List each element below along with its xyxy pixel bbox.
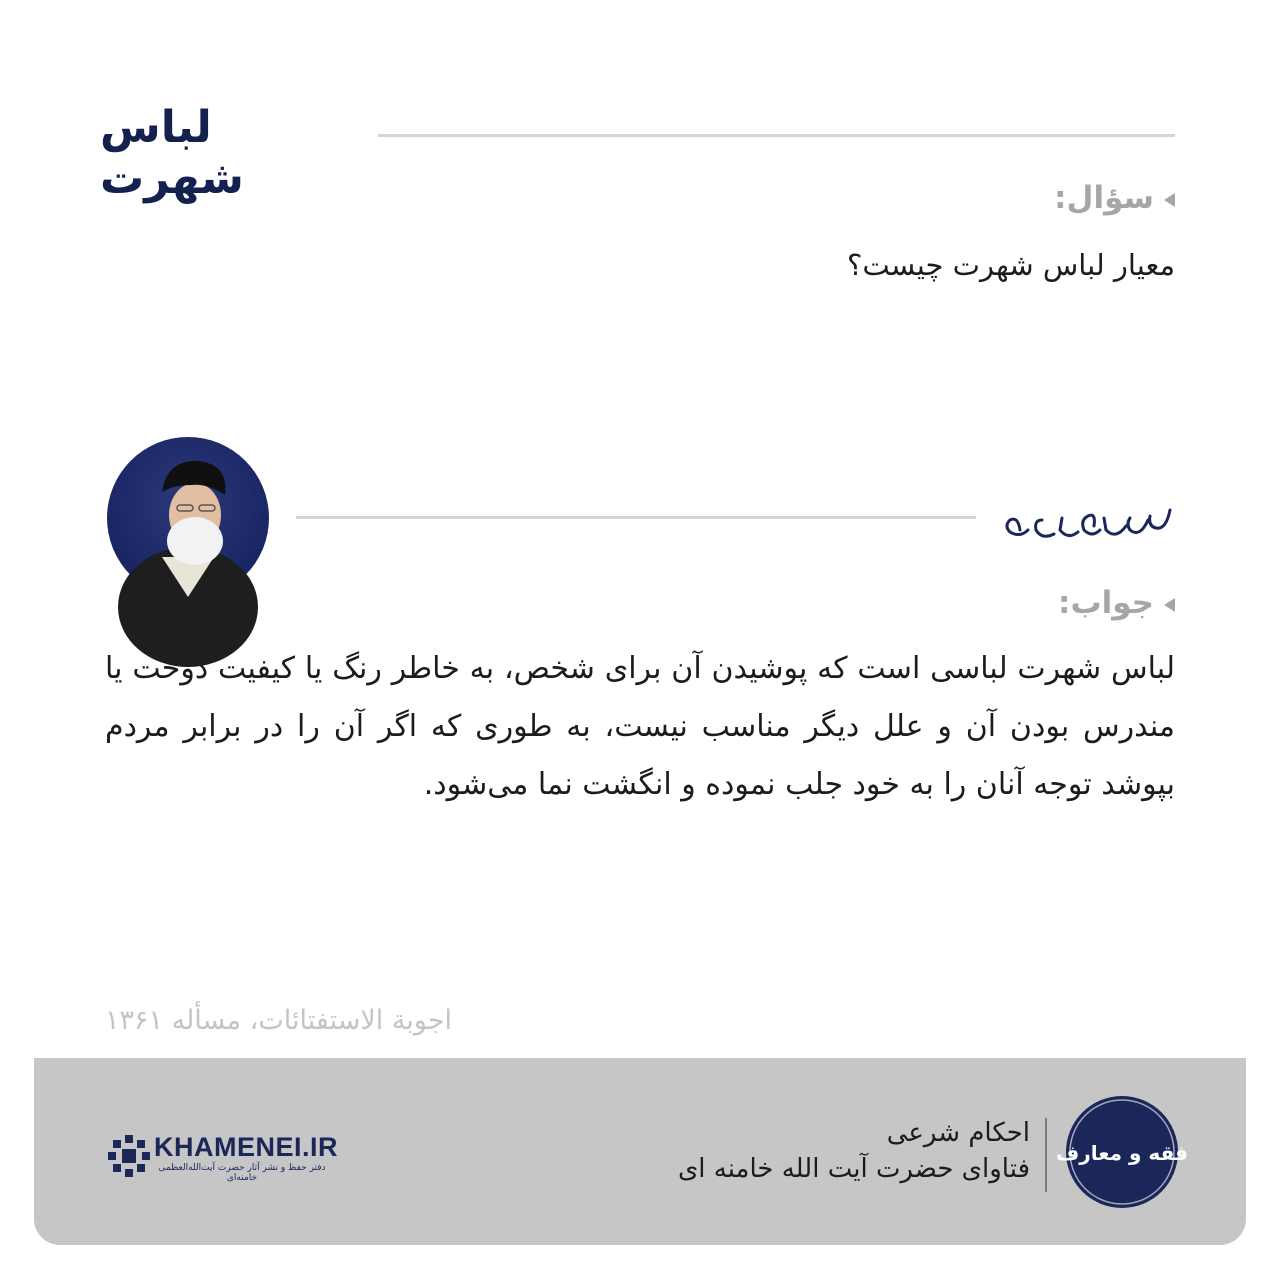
footer-line2: فتاوای حضرت آیت الله خامنه ای xyxy=(677,1154,1030,1184)
bismillah-divider xyxy=(296,516,976,519)
bismillah-calligraphy xyxy=(980,490,1180,550)
seal-text: فقه و معارف xyxy=(1056,1141,1188,1165)
triangle-bullet-icon xyxy=(1164,193,1175,207)
khamenei-logo-name[interactable]: KHAMENEI.IR xyxy=(154,1132,339,1162)
question-label xyxy=(775,180,1175,216)
title-divider xyxy=(378,134,1175,137)
source-citation: اجوبة الاستفتائات، مسأله ۱۳۶۱ xyxy=(105,1005,452,1036)
triangle-bullet-icon xyxy=(1164,598,1175,612)
feqh-maaref-seal-icon xyxy=(1056,1096,1188,1208)
question-label-text: سؤال: xyxy=(1054,180,1154,216)
question-text: معیار لباس شهرت چیست؟ xyxy=(847,248,1175,282)
footer-line1: احکام شرعی xyxy=(886,1118,1030,1148)
portrait-photo-icon xyxy=(107,437,269,599)
khamenei-logo-icon xyxy=(106,1133,152,1179)
answer-text: لباس شهرت لباسی است که پوشیدن آن برای شخص، به خاطر رنگ یا کیفیت دوخت یا مندرس بودن آن و علل دیگر مناسب نیست، به طوری که اگر آن را در برابر مردم بپوشد توجه آنان را به خود جلب نموده و انگشت نما می‌شود. xyxy=(105,651,1175,802)
answer-label-text: جواب: xyxy=(1058,585,1154,621)
footer-divider xyxy=(1045,1118,1047,1192)
answer-label xyxy=(775,585,1175,621)
khamenei-logo-subtitle: دفتر حفظ و نشر آثار حضرت آیت‌الله‌العظمی خامنه‌ای xyxy=(158,1163,326,1183)
page-title: لباس شهرت xyxy=(100,102,244,204)
